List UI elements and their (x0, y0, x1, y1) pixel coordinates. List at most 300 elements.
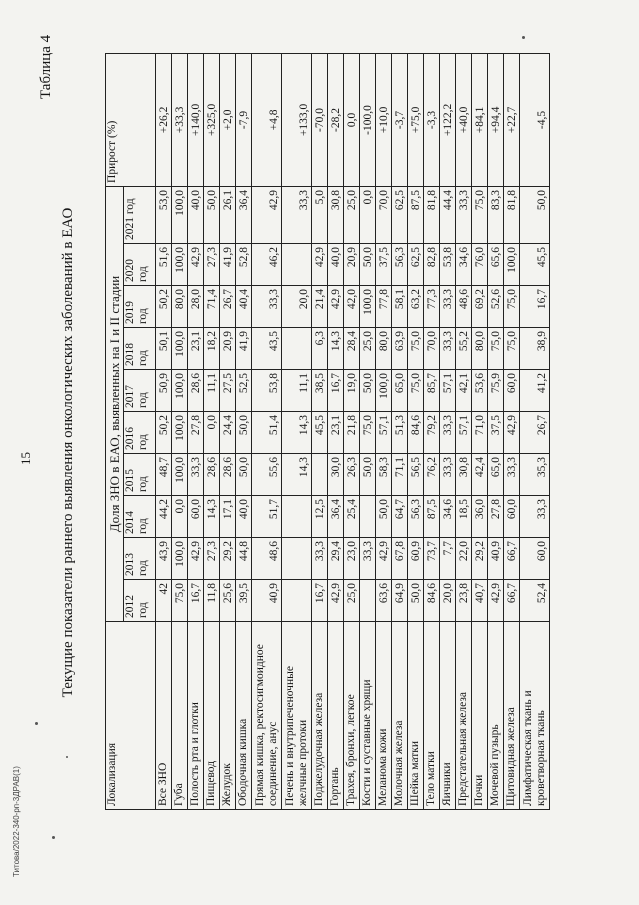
value-cell: 33,3 (360, 538, 376, 580)
data-table (105, 53, 550, 810)
value-cell: 51,6 (156, 244, 172, 286)
value-cell: 58,3 (376, 454, 392, 496)
value-cell: 11,1 (282, 370, 312, 412)
value-cell: 48,6 (252, 538, 282, 580)
value-cell: 60,9 (408, 538, 424, 580)
value-cell: 58,1 (392, 286, 408, 328)
value-cell: 19,0 (344, 370, 360, 412)
value-cell: 23,1 (188, 328, 204, 370)
header-row-group (106, 53, 124, 809)
value-cell: 20,0 (282, 286, 312, 328)
value-cell: 20,9 (344, 244, 360, 286)
value-cell: 18,2 (204, 328, 220, 370)
value-cell: 40,7 (472, 580, 488, 622)
value-cell: 75,0 (408, 370, 424, 412)
value-cell: 14,3 (328, 328, 344, 370)
localization-cell: Мочевой пузырь (488, 622, 504, 810)
value-cell: 65,6 (488, 244, 504, 286)
localization-cell: Прямая кишка, ректосигмоидное соединение, анус (252, 622, 282, 810)
value-cell: 75,0 (504, 328, 520, 370)
value-cell (282, 580, 312, 622)
value-cell: 37,5 (376, 244, 392, 286)
value-cell: 57,1 (376, 412, 392, 454)
table-row (488, 53, 504, 809)
value-cell: 50,0 (360, 454, 376, 496)
year-header: 2014 год (124, 496, 156, 538)
value-cell: 23,1 (328, 412, 344, 454)
table-row (408, 53, 424, 809)
year-header: 2013 год (124, 538, 156, 580)
value-cell: 41,9 (220, 244, 236, 286)
value-cell: 100,0 (172, 370, 188, 412)
value-cell: 33,3 (440, 286, 456, 328)
value-cell: 25,0 (344, 580, 360, 622)
growth-cell: +26,2 (156, 53, 172, 186)
value-cell: 42,9 (188, 244, 204, 286)
table-row (360, 53, 376, 809)
value-cell: 81,8 (424, 186, 440, 243)
value-cell: 53,8 (252, 370, 282, 412)
value-cell: 44,4 (440, 186, 456, 243)
table-row (172, 53, 188, 809)
value-cell: 100,0 (172, 186, 188, 243)
table-row (188, 53, 204, 809)
localization-cell: Желудок (220, 622, 236, 810)
value-cell: 52,5 (236, 370, 252, 412)
table-row (236, 53, 252, 809)
growth-cell: -28,2 (328, 53, 344, 186)
growth-cell: +22,7 (504, 53, 520, 186)
value-cell: 7,7 (440, 538, 456, 580)
growth-cell: -3,3 (424, 53, 440, 186)
value-cell: 65,0 (488, 454, 504, 496)
table-row (328, 53, 344, 809)
value-cell: 75,0 (172, 580, 188, 622)
value-cell: 66,7 (504, 580, 520, 622)
value-cell: 28,6 (204, 454, 220, 496)
value-cell: 57,1 (440, 370, 456, 412)
value-cell: 51,3 (392, 412, 408, 454)
year-header: 2017 год (124, 370, 156, 412)
value-cell: 70,0 (376, 186, 392, 243)
value-cell: 26,7 (220, 286, 236, 328)
value-cell: 43,9 (156, 538, 172, 580)
value-cell: 71,0 (472, 412, 488, 454)
value-cell: 63,2 (408, 286, 424, 328)
value-cell: 80,0 (376, 328, 392, 370)
table-row (282, 53, 312, 809)
value-cell: 84,6 (408, 412, 424, 454)
table-row (204, 53, 220, 809)
value-cell: 18,5 (456, 496, 472, 538)
growth-cell: +94,4 (488, 53, 504, 186)
value-cell: 40,9 (488, 538, 504, 580)
table-row (252, 53, 282, 809)
value-cell: 45,5 (312, 412, 328, 454)
table-row (376, 53, 392, 809)
value-cell: 33,3 (252, 286, 282, 328)
value-cell: 30,8 (328, 186, 344, 243)
value-cell: 52,4 (520, 580, 550, 622)
table-row (424, 53, 440, 809)
value-cell: 38,5 (312, 370, 328, 412)
value-cell: 27,8 (188, 412, 204, 454)
value-cell: 26,7 (520, 412, 550, 454)
value-cell: 50,0 (236, 454, 252, 496)
value-cell: 24,4 (220, 412, 236, 454)
value-cell: 50,1 (156, 328, 172, 370)
value-cell: 76,2 (424, 454, 440, 496)
value-cell: 46,2 (252, 244, 282, 286)
table-row (504, 53, 520, 809)
year-header: 2020 год (124, 244, 156, 286)
value-cell: 62,5 (408, 244, 424, 286)
value-cell: 53,0 (156, 186, 172, 243)
growth-cell: -3,7 (392, 53, 408, 186)
value-cell: 48,7 (156, 454, 172, 496)
growth-cell: -100,0 (360, 53, 376, 186)
value-cell: 56,5 (408, 454, 424, 496)
value-cell: 67,8 (392, 538, 408, 580)
localization-cell: Трахея, бронхи, легкое (344, 622, 360, 810)
value-cell: 48,6 (456, 286, 472, 328)
value-cell: 42,4 (472, 454, 488, 496)
value-cell: 36,4 (236, 186, 252, 243)
value-cell: 14,3 (282, 412, 312, 454)
value-cell: 75,0 (472, 186, 488, 243)
value-cell: 33,3 (520, 496, 550, 538)
table-row (520, 53, 550, 809)
value-cell: 28,4 (344, 328, 360, 370)
value-cell: 70,0 (424, 328, 440, 370)
value-cell: 60,0 (520, 538, 550, 580)
value-cell: 44,2 (156, 496, 172, 538)
localization-cell: Губа (172, 622, 188, 810)
value-cell: 75,0 (488, 328, 504, 370)
footer-code: Титова/2022-340-рп-3ДРАВ(1) (12, 766, 21, 877)
value-cell: 77,8 (376, 286, 392, 328)
value-cell: 50,0 (520, 186, 550, 243)
value-cell: 43,5 (252, 328, 282, 370)
value-cell (312, 454, 328, 496)
value-cell: 75,0 (360, 412, 376, 454)
value-cell: 16,7 (312, 580, 328, 622)
value-cell (282, 496, 312, 538)
value-cell (282, 328, 312, 370)
value-cell: 36,4 (328, 496, 344, 538)
value-cell: 42,9 (328, 580, 344, 622)
value-cell: 33,3 (282, 186, 312, 243)
value-cell: 42,9 (252, 186, 282, 243)
value-cell: 53,8 (440, 244, 456, 286)
growth-cell: +325,0 (204, 53, 220, 186)
table-body (156, 53, 550, 809)
value-cell: 33,3 (440, 454, 456, 496)
value-cell: 42,9 (376, 538, 392, 580)
localization-cell: Меланома кожи (376, 622, 392, 810)
value-cell: 21,4 (312, 286, 328, 328)
value-cell: 6,3 (312, 328, 328, 370)
value-cell: 82,8 (424, 244, 440, 286)
value-cell: 50,2 (156, 412, 172, 454)
value-cell: 75,0 (504, 286, 520, 328)
value-cell: 33,3 (440, 412, 456, 454)
value-cell: 25,4 (344, 496, 360, 538)
table-row (440, 53, 456, 809)
value-cell: 0,0 (360, 186, 376, 243)
value-cell: 76,0 (472, 244, 488, 286)
value-cell: 26,1 (220, 186, 236, 243)
value-cell: 14,3 (204, 496, 220, 538)
value-cell: 53,6 (472, 370, 488, 412)
value-cell: 40,4 (236, 286, 252, 328)
value-cell: 60,0 (504, 370, 520, 412)
value-cell: 35,3 (520, 454, 550, 496)
table-row (220, 53, 236, 809)
value-cell: 60,0 (188, 496, 204, 538)
year-header: 2012 год (124, 580, 156, 622)
value-cell: 20,9 (220, 328, 236, 370)
value-cell: 52,6 (488, 286, 504, 328)
table-row (392, 53, 408, 809)
localization-cell: Гортань (328, 622, 344, 810)
value-cell: 50,0 (360, 370, 376, 412)
localization-cell: Предстательная железа (456, 622, 472, 810)
value-cell: 34,6 (440, 496, 456, 538)
value-cell: 30,0 (328, 454, 344, 496)
value-cell: 34,6 (456, 244, 472, 286)
localization-cell: Печень и внутрипеченочные желчные протоки (282, 622, 312, 810)
growth-cell: +2,0 (220, 53, 236, 186)
value-cell: 83,3 (488, 186, 504, 243)
growth-cell: +4,8 (252, 53, 282, 186)
localization-cell: Полость рта и глотки (188, 622, 204, 810)
value-cell: 66,7 (504, 538, 520, 580)
growth-header: Прирост (%) (106, 53, 156, 186)
value-cell: 50,0 (360, 244, 376, 286)
value-cell: 63,6 (376, 580, 392, 622)
value-cell: 0,0 (204, 412, 220, 454)
value-cell: 51,4 (252, 412, 282, 454)
table-row (344, 53, 360, 809)
growth-cell: -4,5 (520, 53, 550, 186)
value-cell: 50,9 (156, 370, 172, 412)
value-cell: 71,4 (204, 286, 220, 328)
value-cell: 80,0 (472, 328, 488, 370)
localization-header: Локализация (106, 622, 156, 810)
value-cell: 100,0 (172, 328, 188, 370)
growth-cell: +133,0 (282, 53, 312, 186)
growth-cell: +75,0 (408, 53, 424, 186)
year-header: 2018 год (124, 328, 156, 370)
value-cell: 0,0 (172, 496, 188, 538)
value-cell: 41,9 (236, 328, 252, 370)
value-cell: 87,5 (424, 496, 440, 538)
value-cell: 33,3 (440, 328, 456, 370)
value-cell: 27,3 (204, 538, 220, 580)
value-cell: 21,8 (344, 412, 360, 454)
value-cell (282, 244, 312, 286)
value-cell: 27,5 (220, 370, 236, 412)
localization-cell: Щитовидная железа (504, 622, 520, 810)
value-cell: 42,9 (488, 580, 504, 622)
value-cell: 75,0 (408, 328, 424, 370)
localization-cell: Кости и суставные хрящи (360, 622, 376, 810)
localization-cell: Пищевод (204, 622, 220, 810)
value-cell: 37,5 (488, 412, 504, 454)
value-cell: 81,8 (504, 186, 520, 243)
value-cell: 55,2 (456, 328, 472, 370)
value-cell: 50,0 (236, 412, 252, 454)
value-cell: 42,9 (328, 286, 344, 328)
value-cell: 100,0 (504, 244, 520, 286)
value-cell: 85,7 (424, 370, 440, 412)
table-row (312, 53, 328, 809)
value-cell: 100,0 (172, 538, 188, 580)
localization-cell: Молочная железа (392, 622, 408, 810)
value-cell (282, 538, 312, 580)
growth-cell: +140,0 (188, 53, 204, 186)
value-cell: 42,0 (344, 286, 360, 328)
value-cell: 16,7 (328, 370, 344, 412)
value-cell: 50,0 (408, 580, 424, 622)
value-cell: 75,9 (488, 370, 504, 412)
value-cell: 44,8 (236, 538, 252, 580)
value-cell: 28,0 (188, 286, 204, 328)
value-cell: 77,3 (424, 286, 440, 328)
growth-cell: +40,0 (456, 53, 472, 186)
value-cell: 33,3 (312, 538, 328, 580)
growth-cell: +84,1 (472, 53, 488, 186)
value-cell: 55,6 (252, 454, 282, 496)
value-cell: 28,6 (220, 454, 236, 496)
table-title: Текущие показатели раннего выявления онкологических заболеваний в ЕАО (60, 207, 76, 698)
value-cell: 17,1 (220, 496, 236, 538)
year-header: 2019 год (124, 286, 156, 328)
localization-cell: Тело матки (424, 622, 440, 810)
localization-cell: Шейка матки (408, 622, 424, 810)
value-cell: 11,8 (204, 580, 220, 622)
value-cell: 50,0 (204, 186, 220, 243)
value-cell: 100,0 (376, 370, 392, 412)
value-cell: 23,8 (456, 580, 472, 622)
value-cell: 25,6 (220, 580, 236, 622)
value-cell: 42,9 (504, 412, 520, 454)
value-cell: 39,5 (236, 580, 252, 622)
localization-cell: Ободочная кишка (236, 622, 252, 810)
value-cell: 42,1 (456, 370, 472, 412)
value-cell: 80,0 (172, 286, 188, 328)
value-cell: 71,1 (392, 454, 408, 496)
localization-cell: Поджелудочная железа (312, 622, 328, 810)
value-cell: 42 (156, 580, 172, 622)
growth-cell: +10,0 (376, 53, 392, 186)
value-cell: 42,9 (312, 244, 328, 286)
value-cell: 64,7 (392, 496, 408, 538)
value-cell: 33,3 (188, 454, 204, 496)
value-cell: 63,9 (392, 328, 408, 370)
growth-cell: +122,2 (440, 53, 456, 186)
value-cell: 33,3 (456, 186, 472, 243)
value-cell: 45,5 (520, 244, 550, 286)
value-cell: 56,3 (408, 496, 424, 538)
year-header: 2021 год (124, 186, 156, 243)
value-cell: 12,5 (312, 496, 328, 538)
value-cell: 29,2 (220, 538, 236, 580)
value-cell: 27,8 (488, 496, 504, 538)
value-cell: 26,3 (344, 454, 360, 496)
value-cell: 100,0 (172, 454, 188, 496)
value-cell: 33,3 (504, 454, 520, 496)
localization-cell: Лимфатическая ткань и кроветворная ткань (520, 622, 550, 810)
growth-cell: -7,9 (236, 53, 252, 186)
value-cell: 25,0 (360, 328, 376, 370)
localization-cell: Все ЗНО (156, 622, 172, 810)
value-cell: 50,2 (156, 286, 172, 328)
value-cell: 100,0 (360, 286, 376, 328)
value-cell: 40,0 (188, 186, 204, 243)
page-number: 15 (18, 452, 33, 465)
value-cell: 11,1 (204, 370, 220, 412)
year-header: 2015 год (124, 454, 156, 496)
value-cell: 16,7 (188, 580, 204, 622)
value-cell: 40,9 (252, 580, 282, 622)
value-cell: 27,3 (204, 244, 220, 286)
value-cell: 22,0 (456, 538, 472, 580)
value-cell: 30,8 (456, 454, 472, 496)
value-cell: 79,2 (424, 412, 440, 454)
value-cell: 60,0 (504, 496, 520, 538)
value-cell: 57,1 (456, 412, 472, 454)
value-cell: 56,3 (392, 244, 408, 286)
value-cell: 38,9 (520, 328, 550, 370)
value-cell: 69,2 (472, 286, 488, 328)
value-cell: 42,9 (188, 538, 204, 580)
value-cell: 100,0 (172, 412, 188, 454)
table-row (472, 53, 488, 809)
value-cell: 25,0 (344, 186, 360, 243)
table-number: Таблица 4 (38, 34, 54, 99)
year-header: 2016 год (124, 412, 156, 454)
value-cell: 29,4 (328, 538, 344, 580)
value-cell (360, 580, 376, 622)
value-cell: 5,0 (312, 186, 328, 243)
value-cell: 36,0 (472, 496, 488, 538)
value-cell: 20,0 (440, 580, 456, 622)
value-cell: 84,6 (424, 580, 440, 622)
value-cell: 28,6 (188, 370, 204, 412)
localization-cell: Почки (472, 622, 488, 810)
value-cell: 16,7 (520, 286, 550, 328)
value-cell: 52,8 (236, 244, 252, 286)
value-cell: 64,9 (392, 580, 408, 622)
localization-cell: Яичники (440, 622, 456, 810)
value-cell: 100,0 (172, 244, 188, 286)
value-cell: 73,7 (424, 538, 440, 580)
table-row (456, 53, 472, 809)
value-cell: 41,2 (520, 370, 550, 412)
growth-cell: +33,3 (172, 53, 188, 186)
growth-cell: 0,0 (344, 53, 360, 186)
value-cell: 62,5 (392, 186, 408, 243)
group-header: Доля ЗНО в ЕАО, выявленных на I и II стадии (106, 186, 124, 621)
value-cell: 50,0 (376, 496, 392, 538)
value-cell: 29,2 (472, 538, 488, 580)
value-cell: 23,0 (344, 538, 360, 580)
value-cell: 87,5 (408, 186, 424, 243)
growth-cell: -70,0 (312, 53, 328, 186)
value-cell: 40,0 (328, 244, 344, 286)
